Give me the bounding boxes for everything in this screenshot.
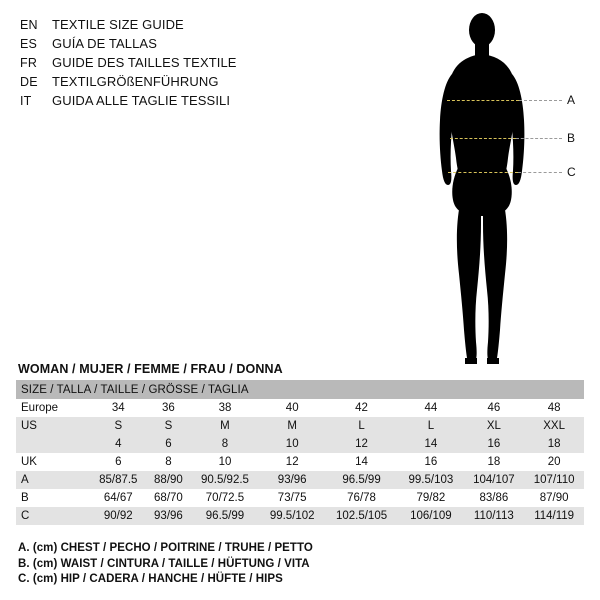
cell: 12 (325, 435, 399, 453)
cell: XL (463, 417, 524, 435)
cell: 110/113 (463, 507, 524, 525)
waist-leader-line (516, 138, 562, 139)
category-caption: WOMAN / MUJER / FEMME / FRAU / DONNA (18, 362, 283, 376)
cell: 79/82 (398, 489, 463, 507)
row-label (16, 435, 90, 453)
cell: 42 (325, 399, 399, 417)
cell: 20 (524, 453, 584, 471)
language-code: DE (20, 75, 38, 89)
cell: 114/119 (524, 507, 584, 525)
language-row (20, 16, 350, 34)
cell: 104/107 (463, 471, 524, 489)
language-code: ES (20, 37, 38, 51)
cell: 96.5/99 (190, 507, 259, 525)
footnote-chest: A. (cm) CHEST / PECHO / POITRINE / TRUHE / PETTO (18, 542, 313, 554)
chest-measure-line (447, 100, 519, 101)
cell: 16 (463, 435, 524, 453)
hip-measure-line (448, 172, 518, 173)
cell: 107/110 (524, 471, 584, 489)
woman-silhouette-figure (420, 8, 590, 378)
table-row (16, 399, 584, 417)
cell: 68/70 (147, 489, 191, 507)
footnote-waist: B. (cm) WAIST / CINTURA / TAILLE / HÜFTUNG / VITA (18, 557, 310, 570)
language-title: GUIDA ALLE TAGLIE TESSILI (52, 93, 231, 108)
table-row (16, 453, 584, 471)
language-title: TEXTILGRÖßENFÜHRUNG (52, 74, 219, 89)
cell: 6 (147, 435, 191, 453)
measure-label-a: A (567, 93, 576, 107)
language-title: GUIDE DES TAILLES TEXTILE (52, 55, 237, 70)
footnote-hip: C. (cm) HIP / CADERA / HANCHE / HÜFTE / HIPS (18, 573, 283, 585)
cell: 46 (463, 399, 524, 417)
cell: L (398, 417, 463, 435)
cell: 38 (190, 399, 259, 417)
row-label: UK (16, 453, 90, 471)
cell: 93/96 (260, 471, 325, 489)
language-code: FR (20, 56, 38, 70)
row-label: A (16, 471, 90, 489)
cell: S (147, 417, 191, 435)
cell: 96.5/99 (325, 471, 399, 489)
language-title: GUÍA DE TALLAS (52, 36, 157, 51)
cell: 90/92 (90, 507, 147, 525)
footnotes-block (18, 541, 578, 588)
cell: 93/96 (147, 507, 191, 525)
cell: 10 (190, 453, 259, 471)
cell: 16 (398, 453, 463, 471)
language-row (20, 92, 350, 110)
cell: 88/90 (147, 471, 191, 489)
language-header-block (20, 16, 350, 111)
language-title: TEXTILE SIZE GUIDE (52, 17, 184, 32)
table-header-row (16, 380, 584, 399)
waist-measure-line (450, 138, 516, 139)
cell: 99.5/103 (398, 471, 463, 489)
cell: 87/90 (524, 489, 584, 507)
cell: 64/67 (90, 489, 147, 507)
cell: 18 (524, 435, 584, 453)
table-row (16, 507, 584, 525)
language-code: EN (20, 18, 38, 32)
cell: 14 (398, 435, 463, 453)
table-row (16, 435, 584, 453)
cell: 76/78 (325, 489, 399, 507)
cell: 8 (147, 453, 191, 471)
cell: 102.5/105 (325, 507, 399, 525)
table-row (16, 489, 584, 507)
cell: 99.5/102 (260, 507, 325, 525)
cell: XXL (524, 417, 584, 435)
measure-label-b: B (567, 131, 576, 145)
silhouette-icon (420, 8, 590, 378)
cell: 90.5/92.5 (190, 471, 259, 489)
cell: M (190, 417, 259, 435)
table-header-label: SIZE / TALLA / TAILLE / GRÖSSE / TAGLIA (16, 380, 584, 399)
language-row (20, 73, 350, 91)
language-row (20, 54, 350, 72)
chest-leader-line (519, 100, 562, 101)
hip-leader-line (518, 172, 562, 173)
cell: 6 (90, 453, 147, 471)
cell: 83/86 (463, 489, 524, 507)
cell: 12 (260, 453, 325, 471)
row-label: US (16, 417, 90, 435)
row-label: C (16, 507, 90, 525)
cell: S (90, 417, 147, 435)
cell: 44 (398, 399, 463, 417)
cell: L (325, 417, 399, 435)
cell: 73/75 (260, 489, 325, 507)
cell: 85/87.5 (90, 471, 147, 489)
row-label: B (16, 489, 90, 507)
cell: 8 (190, 435, 259, 453)
cell: 36 (147, 399, 191, 417)
cell: 10 (260, 435, 325, 453)
table-row (16, 471, 584, 489)
language-code: IT (20, 94, 32, 108)
cell: 34 (90, 399, 147, 417)
cell: 40 (260, 399, 325, 417)
measure-label-c: C (567, 165, 576, 179)
cell: 18 (463, 453, 524, 471)
cell: 14 (325, 453, 399, 471)
row-label: Europe (16, 399, 90, 417)
table-row (16, 417, 584, 435)
cell: 106/109 (398, 507, 463, 525)
size-table (16, 380, 584, 525)
cell: 70/72.5 (190, 489, 259, 507)
cell: M (260, 417, 325, 435)
cell: 4 (90, 435, 147, 453)
cell: 48 (524, 399, 584, 417)
language-row (20, 35, 350, 53)
